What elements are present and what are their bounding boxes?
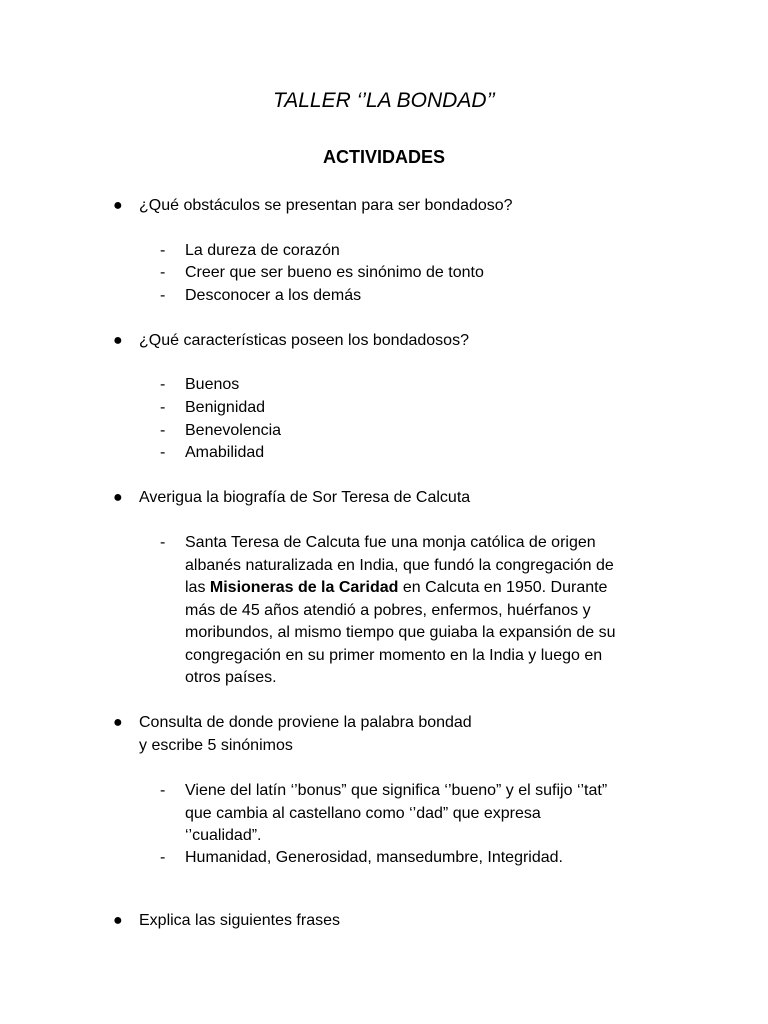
section-heading: ACTIVIDADES	[322, 147, 445, 167]
q1-answer-2: Creer que ser bueno es sinónimo de tonto	[185, 264, 484, 281]
bold-term: Misioneras de la Caridad	[209, 579, 399, 596]
dash-marker: -	[160, 849, 166, 866]
dash-marker: -	[160, 399, 166, 416]
dash-marker: -	[160, 534, 166, 551]
q2-answer-4: Amabilidad	[185, 444, 265, 461]
q1-answer-3: Desconocer a los demás	[185, 287, 362, 304]
paragraph-line: que cambia al castellano como ‘’dad” que expresa	[185, 804, 541, 822]
dash-marker: -	[160, 287, 166, 304]
paragraph-line: congregación en su primer momento en la India y luego en	[185, 646, 603, 664]
q2-answer-3: Benevolencia	[185, 422, 282, 439]
question-1: ¿Qué obstáculos se presentan para ser bondadoso?	[139, 197, 513, 214]
dash-marker: -	[160, 242, 166, 259]
bullet-icon: ●	[113, 332, 123, 349]
paragraph-line: Viene del latín ‘’bonus” que significa ‘’bueno” y el sufijo ‘’tat”	[185, 782, 608, 799]
paragraph-line: ‘’cualidad”.	[185, 827, 262, 844]
question-5: Explica las siguientes frases	[139, 912, 340, 929]
question-4-line-2: y escribe 5 sinónimos	[139, 737, 293, 754]
dash-marker: -	[160, 376, 166, 393]
paragraph-line: más de 45 años atendió a pobres, enfermos, huérfanos y	[185, 601, 591, 619]
dash-marker: -	[160, 782, 166, 799]
paragraph-line: albanés naturalizada en India, que fundó la congregación de	[185, 556, 614, 574]
q1-answer-1: La dureza de corazón	[185, 242, 340, 259]
question-2: ¿Qué características poseen los bondadosos?	[139, 332, 469, 349]
paragraph-text: las	[185, 579, 210, 596]
bullet-icon: ●	[113, 912, 123, 929]
q2-answer-2: Benignidad	[185, 399, 266, 416]
q4-answer-2: Humanidad, Generosidad, mansedumbre, Integridad.	[185, 849, 563, 866]
question-4-line-1: Consulta de donde proviene la palabra bondad	[139, 714, 472, 731]
paragraph-line: otros países.	[185, 669, 277, 686]
q4-answer-1	[185, 780, 685, 848]
paragraph-line: Santa Teresa de Calcuta fue una monja católica de origen	[185, 534, 596, 551]
document-title: TALLER ‘’LA BONDAD’’	[272, 89, 496, 112]
paragraph-line: moribundos, al mismo tiempo que guiaba la expansión de su	[185, 624, 616, 641]
bullet-icon: ●	[113, 714, 123, 731]
bullet-icon: ●	[113, 489, 123, 506]
paragraph-line	[185, 577, 685, 600]
question-3: Averigua la biografía de Sor Teresa de Calcuta	[139, 489, 471, 506]
bullet-icon: ●	[113, 197, 123, 214]
q2-answer-1: Buenos	[185, 376, 240, 393]
dash-marker: -	[160, 444, 166, 461]
dash-marker: -	[160, 422, 166, 439]
paragraph-text: en Calcuta en 1950. Durante	[398, 579, 608, 596]
q3-answer-paragraph	[185, 532, 685, 690]
dash-marker: -	[160, 264, 166, 281]
